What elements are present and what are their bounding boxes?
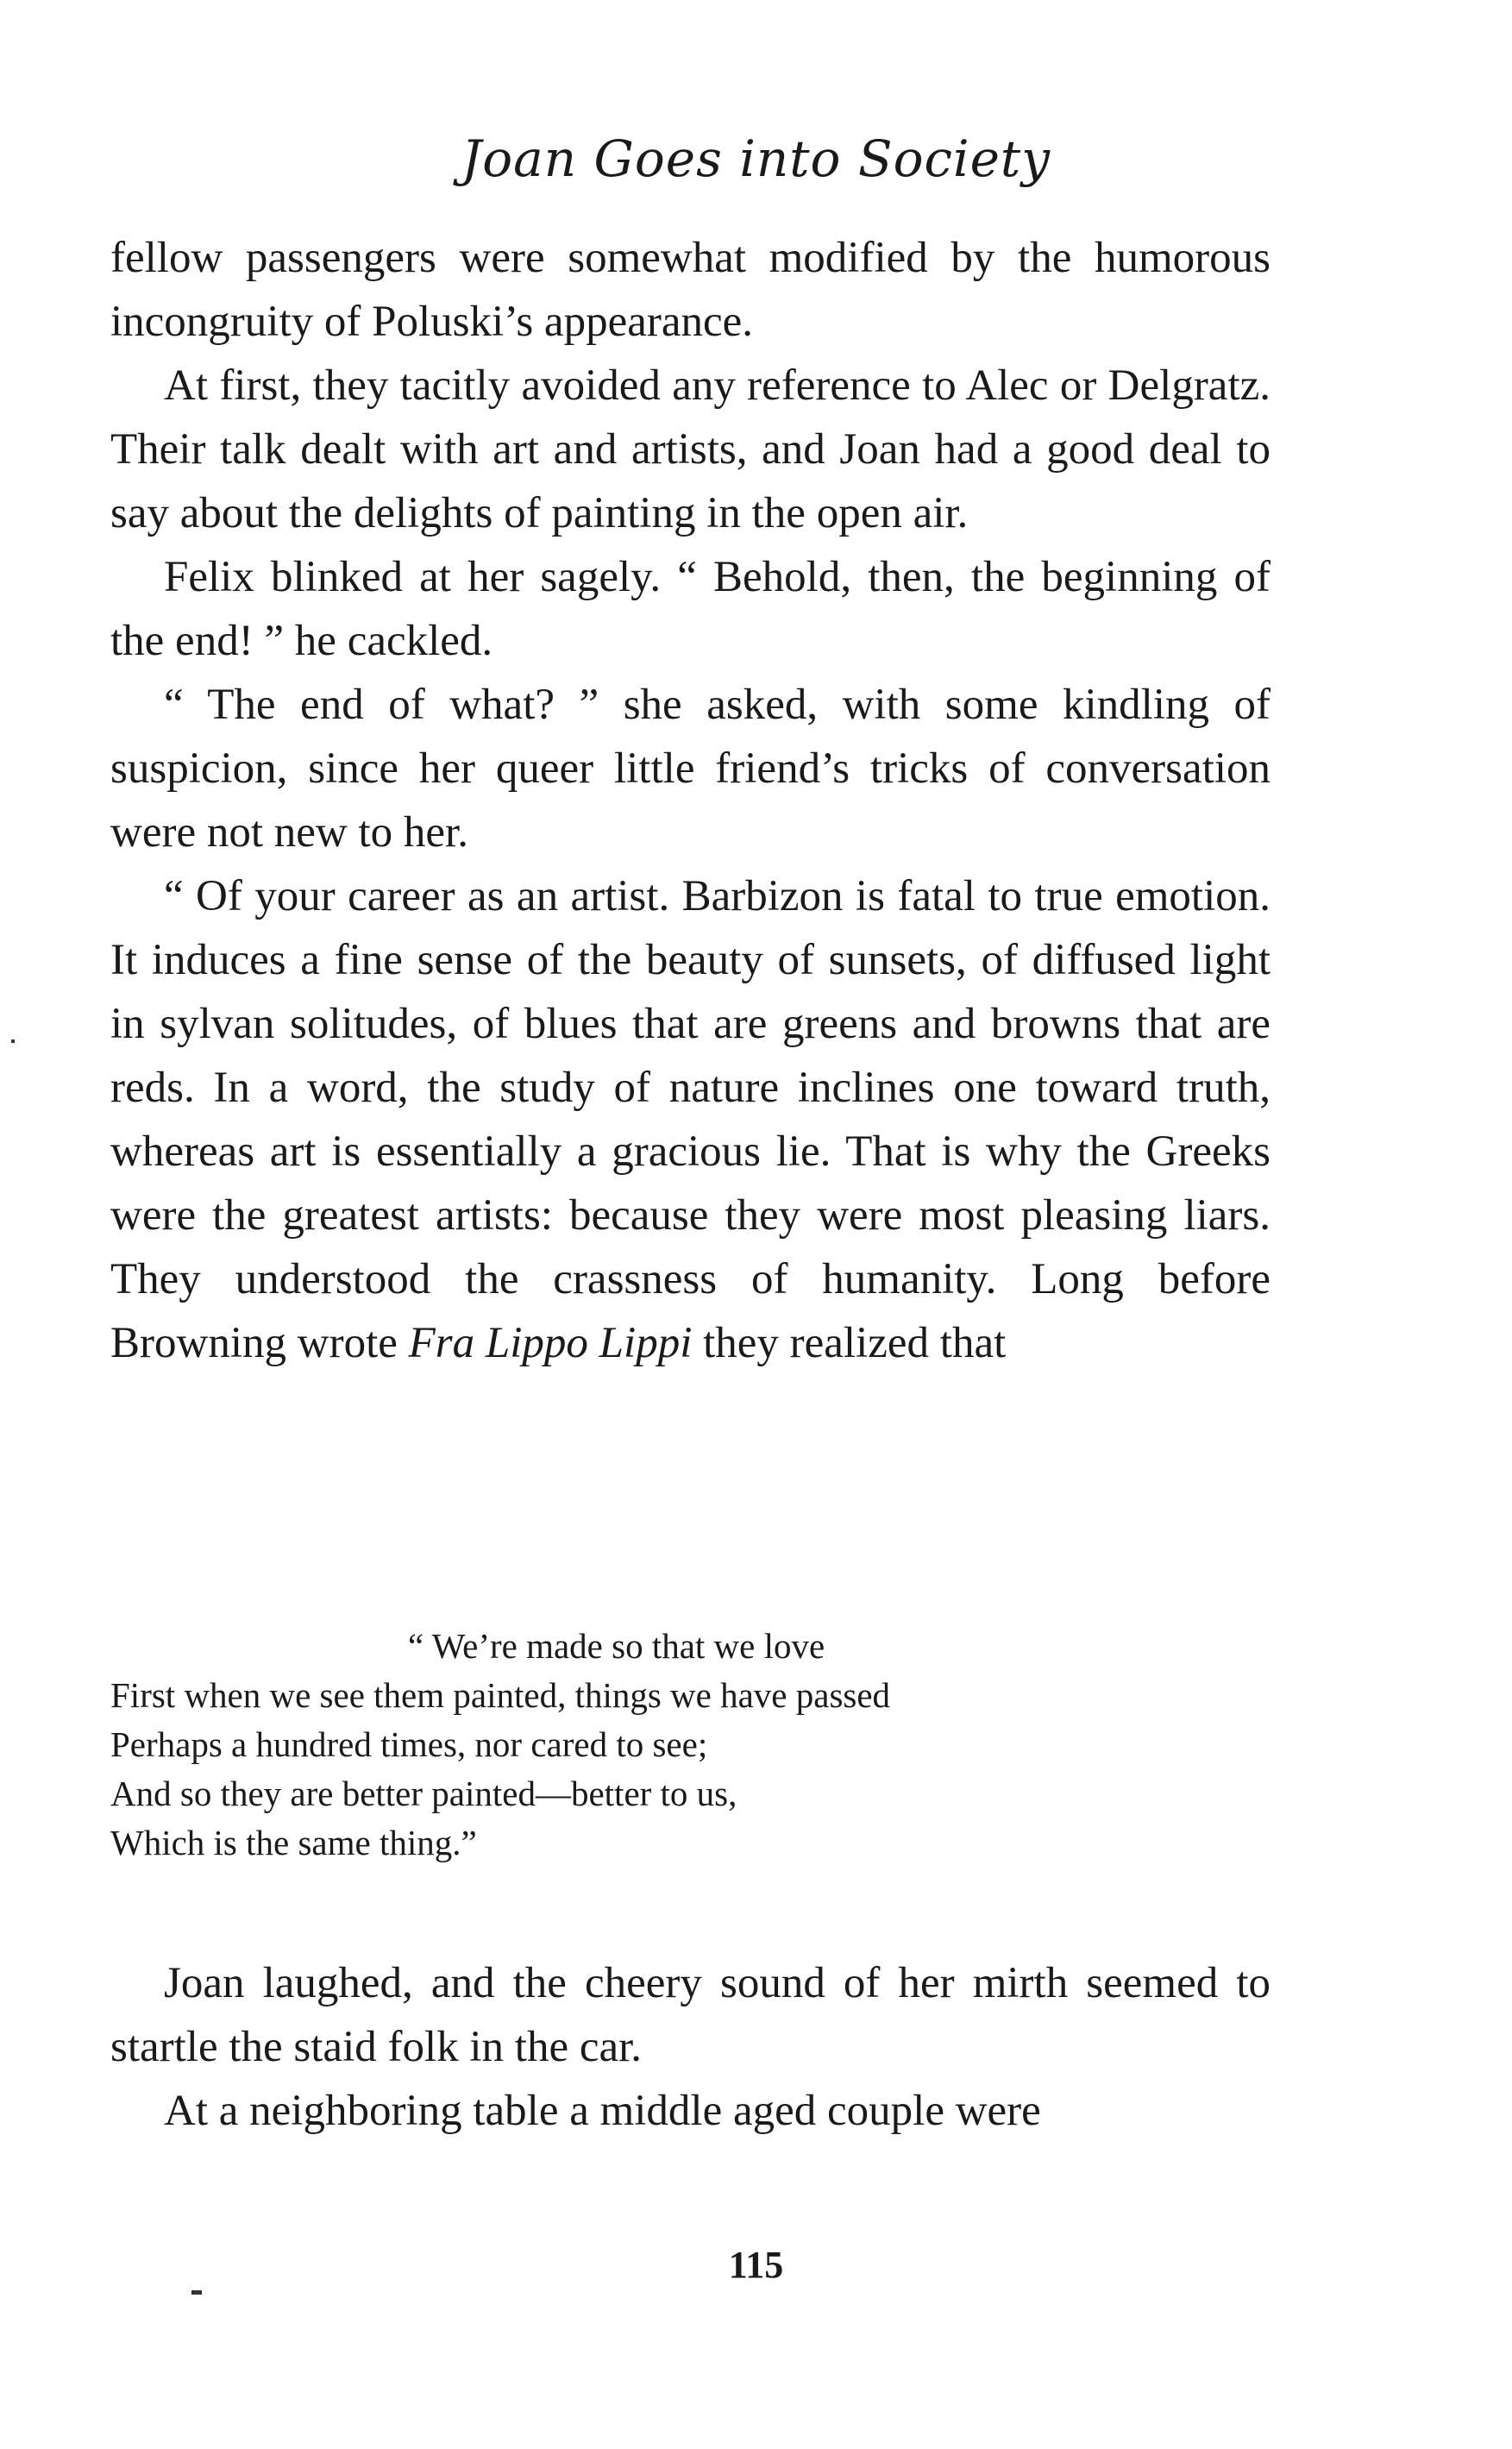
verse-line: “ We’re made so that we love bbox=[408, 1626, 825, 1666]
paragraph-text: “ Of your career as an artist. Barbizon is fatal to true emotion. It induces a fine sense of the beauty of sunsets, of diffused light in sylvan solitudes, of blues that are greens and browns that are reds. In a word, the study of nature inclines one toward truth, whereas art is essentially a gracious lie. That is why the Greeks were the greatest artists: because they were most pleasing liars. They understood the crassness of humanity. Long before Browning wrote bbox=[110, 872, 1270, 1367]
verse-line: Perhaps a hundred times, nor cared to see; bbox=[110, 1724, 708, 1764]
ink-speck bbox=[191, 2290, 202, 2295]
paragraph-with-title bbox=[110, 864, 1270, 1375]
closing-text-block bbox=[110, 1951, 1270, 2143]
paragraph: At first, they tacitly avoided any reference to Alec or Delgratz. Their talk dealt with art and artists, and Joan had a good deal to say about the delights of painting in the open air. bbox=[110, 361, 1270, 537]
page-number: 115 bbox=[728, 2244, 784, 2286]
paragraph: Felix blinked at her sagely. “ Behold, then, the beginning of the end! ” he cackled. bbox=[110, 553, 1270, 665]
work-title: Fra Lippo Lippi bbox=[408, 1319, 693, 1367]
verse-quotation bbox=[110, 1622, 1270, 1868]
paragraph-tail: they realized that bbox=[692, 1319, 1007, 1367]
verse-line: And so they are better painted—better to us, bbox=[110, 1774, 737, 1813]
paragraph: Joan laughed, and the cheery sound of her mirth seemed to startle the staid folk in the car. bbox=[110, 1959, 1270, 2071]
paragraph: At a neighboring table a middle aged couple were bbox=[164, 2087, 1041, 2135]
verse-line: First when we see them painted, things we have passed bbox=[110, 1675, 891, 1715]
paragraph: “ The end of what? ” she asked, with some kindling of suspicion, since her queer little friend’s tricks of conversation were not new to her. bbox=[110, 681, 1270, 857]
verse-line: Which is the same thing.” bbox=[110, 1823, 477, 1862]
paragraph-continued: fellow passengers were somewhat modified by the humorous incongruity of Poluski’s appearance. bbox=[110, 234, 1270, 346]
running-head: Joan Goes into Society bbox=[461, 129, 1051, 188]
ink-speck bbox=[11, 1039, 15, 1043]
main-text-block bbox=[110, 226, 1270, 1375]
